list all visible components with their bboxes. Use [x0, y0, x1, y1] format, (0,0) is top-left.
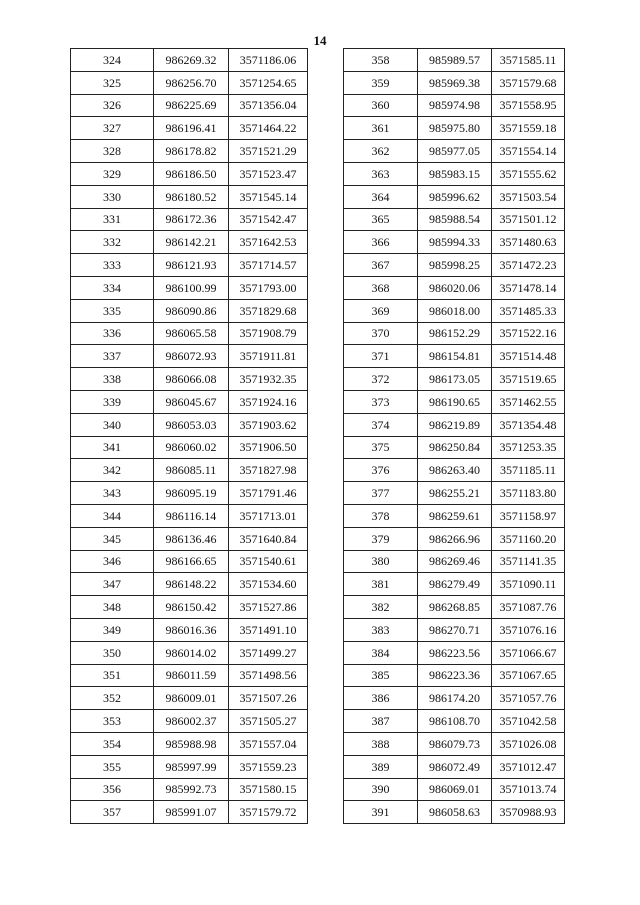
x-coordinate-cell: 985994.33	[418, 231, 492, 254]
table-row	[71, 778, 308, 801]
point-number-cell: 373	[344, 390, 418, 413]
x-coordinate-cell: 986058.63	[418, 801, 492, 824]
table-row	[71, 254, 308, 277]
y-coordinate-cell: 3571559.23	[229, 755, 308, 778]
table-row	[71, 504, 308, 527]
table-row	[344, 527, 565, 550]
x-coordinate-cell: 986121.93	[154, 254, 229, 277]
y-coordinate-cell: 3571924.16	[229, 390, 308, 413]
x-coordinate-cell: 986178.82	[154, 140, 229, 163]
y-coordinate-cell: 3571559.18	[492, 117, 565, 140]
y-coordinate-cell: 3571519.65	[492, 368, 565, 391]
table-row	[71, 550, 308, 573]
x-coordinate-cell: 986018.00	[418, 299, 492, 322]
point-number-cell: 331	[71, 208, 154, 231]
point-number-cell: 349	[71, 618, 154, 641]
point-number-cell: 348	[71, 596, 154, 619]
y-coordinate-cell: 3571555.62	[492, 162, 565, 185]
y-coordinate-cell: 3571554.14	[492, 140, 565, 163]
x-coordinate-cell: 986014.02	[154, 641, 229, 664]
y-coordinate-cell: 3571472.23	[492, 254, 565, 277]
x-coordinate-cell: 986279.49	[418, 573, 492, 596]
point-number-cell: 381	[344, 573, 418, 596]
table-row	[71, 482, 308, 505]
x-coordinate-cell: 986108.70	[418, 710, 492, 733]
y-coordinate-cell: 3571642.53	[229, 231, 308, 254]
table-row	[344, 140, 565, 163]
x-coordinate-cell: 986100.99	[154, 276, 229, 299]
y-coordinate-cell: 3571464.22	[229, 117, 308, 140]
x-coordinate-cell: 986263.40	[418, 459, 492, 482]
point-number-cell: 333	[71, 254, 154, 277]
y-coordinate-cell: 3571026.08	[492, 732, 565, 755]
x-coordinate-cell: 986009.01	[154, 687, 229, 710]
y-coordinate-cell: 3571498.56	[229, 664, 308, 687]
x-coordinate-cell: 985983.15	[418, 162, 492, 185]
x-coordinate-cell: 986256.70	[154, 71, 229, 94]
y-coordinate-cell: 3571514.48	[492, 345, 565, 368]
point-number-cell: 340	[71, 413, 154, 436]
y-coordinate-cell: 3571066.67	[492, 641, 565, 664]
table-row	[71, 345, 308, 368]
x-coordinate-cell: 986072.93	[154, 345, 229, 368]
x-coordinate-cell: 986150.42	[154, 596, 229, 619]
table-row	[71, 71, 308, 94]
y-coordinate-cell: 3571354.48	[492, 413, 565, 436]
x-coordinate-cell: 986085.11	[154, 459, 229, 482]
point-number-cell: 365	[344, 208, 418, 231]
point-number-cell: 352	[71, 687, 154, 710]
point-number-cell: 370	[344, 322, 418, 345]
y-coordinate-cell: 3571527.86	[229, 596, 308, 619]
table-row	[344, 710, 565, 733]
point-number-cell: 351	[71, 664, 154, 687]
y-coordinate-cell: 3571906.50	[229, 436, 308, 459]
x-coordinate-cell: 985991.07	[154, 801, 229, 824]
point-number-cell: 385	[344, 664, 418, 687]
x-coordinate-cell: 986266.96	[418, 527, 492, 550]
x-coordinate-cell: 986116.14	[154, 504, 229, 527]
y-coordinate-cell: 3571829.68	[229, 299, 308, 322]
table-row	[71, 231, 308, 254]
table-row	[344, 459, 565, 482]
y-coordinate-cell: 3571640.84	[229, 527, 308, 550]
y-coordinate-cell: 3571507.26	[229, 687, 308, 710]
point-number-cell: 366	[344, 231, 418, 254]
table-row	[71, 436, 308, 459]
table-row	[71, 117, 308, 140]
x-coordinate-cell: 986180.52	[154, 185, 229, 208]
point-number-cell: 347	[71, 573, 154, 596]
table-row	[71, 755, 308, 778]
point-number-cell: 346	[71, 550, 154, 573]
x-coordinate-cell: 986016.36	[154, 618, 229, 641]
table-row	[344, 618, 565, 641]
x-coordinate-cell: 986152.29	[418, 322, 492, 345]
point-number-cell: 386	[344, 687, 418, 710]
point-number-cell: 328	[71, 140, 154, 163]
table-row	[71, 596, 308, 619]
table-row	[344, 778, 565, 801]
point-number-cell: 362	[344, 140, 418, 163]
table-row	[344, 413, 565, 436]
point-number-cell: 380	[344, 550, 418, 573]
y-coordinate-cell: 3571580.15	[229, 778, 308, 801]
x-coordinate-cell: 986069.01	[418, 778, 492, 801]
x-coordinate-cell: 986173.05	[418, 368, 492, 391]
x-coordinate-cell: 986065.58	[154, 322, 229, 345]
y-coordinate-cell: 3571067.65	[492, 664, 565, 687]
y-coordinate-cell: 3571057.76	[492, 687, 565, 710]
table-row	[71, 49, 308, 72]
y-coordinate-cell: 3571012.47	[492, 755, 565, 778]
x-coordinate-cell: 985975.80	[418, 117, 492, 140]
table-row	[71, 618, 308, 641]
point-number-cell: 364	[344, 185, 418, 208]
y-coordinate-cell: 3571186.06	[229, 49, 308, 72]
point-number-cell: 376	[344, 459, 418, 482]
y-coordinate-cell: 3571558.95	[492, 94, 565, 117]
y-coordinate-cell: 3571499.27	[229, 641, 308, 664]
y-coordinate-cell: 3571903.62	[229, 413, 308, 436]
table-row	[344, 254, 565, 277]
x-coordinate-cell: 986072.49	[418, 755, 492, 778]
y-coordinate-cell: 3571911.81	[229, 345, 308, 368]
y-coordinate-cell: 3571579.72	[229, 801, 308, 824]
table-row	[344, 573, 565, 596]
point-number-cell: 355	[71, 755, 154, 778]
table-row	[71, 641, 308, 664]
point-number-cell: 341	[71, 436, 154, 459]
y-coordinate-cell: 3571501.12	[492, 208, 565, 231]
point-number-cell: 336	[71, 322, 154, 345]
y-coordinate-cell: 3571090.11	[492, 573, 565, 596]
y-coordinate-cell: 3571521.29	[229, 140, 308, 163]
point-number-cell: 329	[71, 162, 154, 185]
x-coordinate-cell: 986154.81	[418, 345, 492, 368]
x-coordinate-cell: 986090.86	[154, 299, 229, 322]
point-number-cell: 356	[71, 778, 154, 801]
point-number-cell: 357	[71, 801, 154, 824]
y-coordinate-cell: 3571585.11	[492, 49, 565, 72]
x-coordinate-cell: 986066.08	[154, 368, 229, 391]
y-coordinate-cell: 3571042.58	[492, 710, 565, 733]
x-coordinate-cell: 985989.57	[418, 49, 492, 72]
table-row	[71, 573, 308, 596]
point-number-cell: 371	[344, 345, 418, 368]
table-row	[71, 732, 308, 755]
y-coordinate-cell: 3571908.79	[229, 322, 308, 345]
point-number-cell: 360	[344, 94, 418, 117]
point-number-cell: 379	[344, 527, 418, 550]
point-number-cell: 377	[344, 482, 418, 505]
table-row	[344, 550, 565, 573]
x-coordinate-cell: 986079.73	[418, 732, 492, 755]
table-row	[344, 368, 565, 391]
x-coordinate-cell: 986225.69	[154, 94, 229, 117]
y-coordinate-cell: 3571087.76	[492, 596, 565, 619]
point-number-cell: 332	[71, 231, 154, 254]
x-coordinate-cell: 986045.67	[154, 390, 229, 413]
y-coordinate-cell: 3571491.10	[229, 618, 308, 641]
point-number-cell: 327	[71, 117, 154, 140]
table-row	[71, 208, 308, 231]
x-coordinate-cell: 985988.54	[418, 208, 492, 231]
x-coordinate-cell: 986020.06	[418, 276, 492, 299]
point-number-cell: 388	[344, 732, 418, 755]
x-coordinate-cell: 986250.84	[418, 436, 492, 459]
table-row	[71, 390, 308, 413]
x-coordinate-cell: 985996.62	[418, 185, 492, 208]
x-coordinate-cell: 986172.36	[154, 208, 229, 231]
point-number-cell: 339	[71, 390, 154, 413]
table-row	[344, 162, 565, 185]
point-number-cell: 375	[344, 436, 418, 459]
x-coordinate-cell: 986186.50	[154, 162, 229, 185]
y-coordinate-cell: 3570988.93	[492, 801, 565, 824]
table-row	[344, 276, 565, 299]
y-coordinate-cell: 3571557.04	[229, 732, 308, 755]
table-row	[71, 710, 308, 733]
y-coordinate-cell: 3571158.97	[492, 504, 565, 527]
table-row	[344, 71, 565, 94]
point-number-cell: 325	[71, 71, 154, 94]
y-coordinate-cell: 3571485.33	[492, 299, 565, 322]
y-coordinate-cell: 3571183.80	[492, 482, 565, 505]
y-coordinate-cell: 3571714.57	[229, 254, 308, 277]
coordinates-table-left	[70, 48, 308, 824]
point-number-cell: 338	[71, 368, 154, 391]
point-number-cell: 334	[71, 276, 154, 299]
x-coordinate-cell: 985988.98	[154, 732, 229, 755]
x-coordinate-cell: 986219.89	[418, 413, 492, 436]
y-coordinate-cell: 3571932.35	[229, 368, 308, 391]
y-coordinate-cell: 3571480.63	[492, 231, 565, 254]
table-row	[344, 641, 565, 664]
point-number-cell: 369	[344, 299, 418, 322]
y-coordinate-cell: 3571185.11	[492, 459, 565, 482]
point-number-cell: 330	[71, 185, 154, 208]
table-row	[344, 755, 565, 778]
point-number-cell: 342	[71, 459, 154, 482]
table-row	[71, 801, 308, 824]
table-row	[344, 687, 565, 710]
point-number-cell: 387	[344, 710, 418, 733]
x-coordinate-cell: 986060.02	[154, 436, 229, 459]
point-number-cell: 382	[344, 596, 418, 619]
table-row	[344, 322, 565, 345]
y-coordinate-cell: 3571141.35	[492, 550, 565, 573]
point-number-cell: 324	[71, 49, 154, 72]
point-number-cell: 384	[344, 641, 418, 664]
y-coordinate-cell: 3571462.55	[492, 390, 565, 413]
point-number-cell: 390	[344, 778, 418, 801]
x-coordinate-cell: 985997.99	[154, 755, 229, 778]
table-row	[71, 140, 308, 163]
y-coordinate-cell: 3571545.14	[229, 185, 308, 208]
table-row	[71, 413, 308, 436]
x-coordinate-cell: 986269.46	[418, 550, 492, 573]
x-coordinate-cell: 986196.41	[154, 117, 229, 140]
point-number-cell: 354	[71, 732, 154, 755]
table-row	[344, 49, 565, 72]
x-coordinate-cell: 986270.71	[418, 618, 492, 641]
point-number-cell: 350	[71, 641, 154, 664]
x-coordinate-cell: 986269.32	[154, 49, 229, 72]
point-number-cell: 358	[344, 49, 418, 72]
y-coordinate-cell: 3571793.00	[229, 276, 308, 299]
y-coordinate-cell: 3571505.27	[229, 710, 308, 733]
table-row	[344, 596, 565, 619]
y-coordinate-cell: 3571253.35	[492, 436, 565, 459]
x-coordinate-cell: 986142.21	[154, 231, 229, 254]
table-row	[344, 117, 565, 140]
point-number-cell: 361	[344, 117, 418, 140]
y-coordinate-cell: 3571356.04	[229, 94, 308, 117]
point-number-cell: 374	[344, 413, 418, 436]
page-number: 14	[313, 33, 327, 48]
x-coordinate-cell: 986255.21	[418, 482, 492, 505]
table-row	[71, 527, 308, 550]
table-row	[71, 185, 308, 208]
y-coordinate-cell: 3571522.16	[492, 322, 565, 345]
y-coordinate-cell: 3571254.65	[229, 71, 308, 94]
point-number-cell: 343	[71, 482, 154, 505]
y-coordinate-cell: 3571160.20	[492, 527, 565, 550]
table-row	[344, 185, 565, 208]
table-row	[71, 664, 308, 687]
table-row	[344, 436, 565, 459]
y-coordinate-cell: 3571076.16	[492, 618, 565, 641]
x-coordinate-cell: 986259.61	[418, 504, 492, 527]
point-number-cell: 359	[344, 71, 418, 94]
x-coordinate-cell: 985974.98	[418, 94, 492, 117]
table-row	[71, 299, 308, 322]
point-number-cell: 372	[344, 368, 418, 391]
table-row	[71, 94, 308, 117]
x-coordinate-cell: 986053.03	[154, 413, 229, 436]
y-coordinate-cell: 3571534.60	[229, 573, 308, 596]
y-coordinate-cell: 3571478.14	[492, 276, 565, 299]
table-row	[344, 231, 565, 254]
y-coordinate-cell: 3571503.54	[492, 185, 565, 208]
table-row	[71, 276, 308, 299]
y-coordinate-cell: 3571013.74	[492, 778, 565, 801]
table-row	[344, 801, 565, 824]
table-row	[344, 299, 565, 322]
table-row	[71, 322, 308, 345]
table-row	[344, 732, 565, 755]
y-coordinate-cell: 3571540.61	[229, 550, 308, 573]
point-number-cell: 337	[71, 345, 154, 368]
x-coordinate-cell: 985969.38	[418, 71, 492, 94]
y-coordinate-cell: 3571791.46	[229, 482, 308, 505]
coordinates-table-right	[343, 48, 565, 824]
point-number-cell: 345	[71, 527, 154, 550]
table-row	[344, 482, 565, 505]
x-coordinate-cell: 986148.22	[154, 573, 229, 596]
y-coordinate-cell: 3571827.98	[229, 459, 308, 482]
x-coordinate-cell: 986002.37	[154, 710, 229, 733]
table-row	[344, 504, 565, 527]
point-number-cell: 368	[344, 276, 418, 299]
x-coordinate-cell: 986223.56	[418, 641, 492, 664]
x-coordinate-cell: 986136.46	[154, 527, 229, 550]
x-coordinate-cell: 985998.25	[418, 254, 492, 277]
point-number-cell: 383	[344, 618, 418, 641]
point-number-cell: 389	[344, 755, 418, 778]
y-coordinate-cell: 3571523.47	[229, 162, 308, 185]
table-row	[344, 94, 565, 117]
point-number-cell: 353	[71, 710, 154, 733]
point-number-cell: 344	[71, 504, 154, 527]
table-row	[71, 459, 308, 482]
point-number-cell: 367	[344, 254, 418, 277]
x-coordinate-cell: 986011.59	[154, 664, 229, 687]
point-number-cell: 335	[71, 299, 154, 322]
point-number-cell: 391	[344, 801, 418, 824]
table-row	[344, 208, 565, 231]
x-coordinate-cell: 986095.19	[154, 482, 229, 505]
table-row	[71, 368, 308, 391]
point-number-cell: 363	[344, 162, 418, 185]
x-coordinate-cell: 985977.05	[418, 140, 492, 163]
table-row	[344, 390, 565, 413]
table-row	[344, 664, 565, 687]
x-coordinate-cell: 986223.36	[418, 664, 492, 687]
y-coordinate-cell: 3571579.68	[492, 71, 565, 94]
table-row	[344, 345, 565, 368]
point-number-cell: 378	[344, 504, 418, 527]
x-coordinate-cell: 986174.20	[418, 687, 492, 710]
y-coordinate-cell: 3571713.01	[229, 504, 308, 527]
x-coordinate-cell: 986190.65	[418, 390, 492, 413]
table-row	[71, 162, 308, 185]
y-coordinate-cell: 3571542.47	[229, 208, 308, 231]
table-row	[71, 687, 308, 710]
x-coordinate-cell: 985992.73	[154, 778, 229, 801]
x-coordinate-cell: 986268.85	[418, 596, 492, 619]
point-number-cell: 326	[71, 94, 154, 117]
x-coordinate-cell: 986166.65	[154, 550, 229, 573]
